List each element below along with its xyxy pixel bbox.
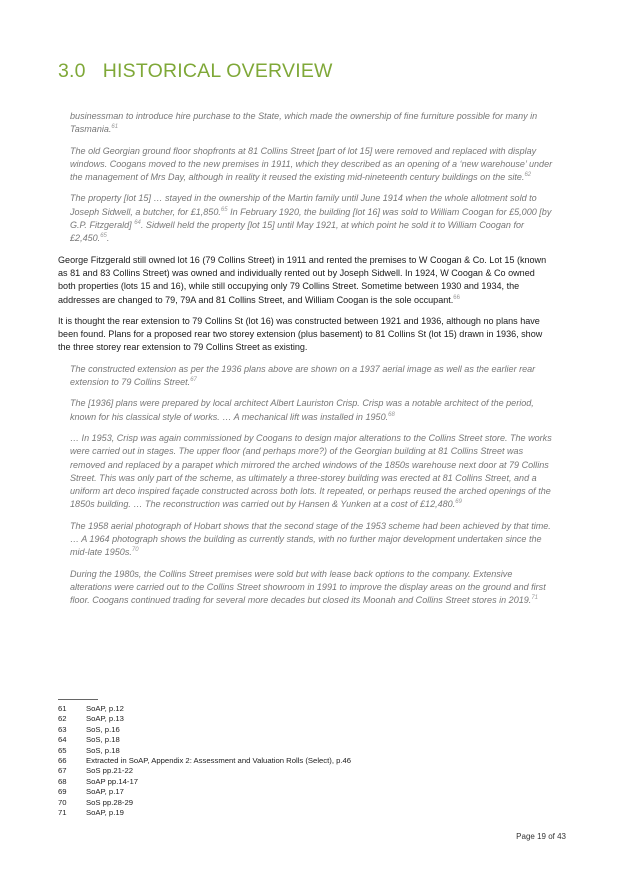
footnotes-list: [58, 704, 538, 818]
footnote-number: 67: [58, 766, 67, 776]
footnote-number: 68: [58, 776, 67, 786]
footnote-text: SoAP pp.14-17: [86, 776, 139, 786]
paragraph-text: The [1936] plans were prepared by local architect Albert Lauriston Crisp. Crisp was a notable architect of the period, known for his classical style of works. … A mechanical lift was installed in 1950.: [70, 398, 534, 422]
footnote-ref: 66: [453, 294, 460, 301]
footnote-number: 71: [58, 808, 67, 818]
footnote-divider: [58, 699, 98, 700]
footnote-item: [58, 704, 538, 714]
quote-paragraph-3: [70, 192, 554, 245]
footnote-number: 69: [58, 787, 67, 797]
footnote-text: SoAP, p.17: [86, 787, 124, 797]
footnote-ref: 65: [100, 233, 107, 240]
quote-paragraph-6: [70, 432, 554, 512]
footnote-number: 64: [58, 735, 67, 745]
paragraph-text: In February 1920, the building [lot 16] was sold to William Coogan for £5,000 [by G.P. Fitzgerald]: [70, 206, 552, 231]
page-number: Page 19 of 43: [516, 832, 566, 841]
main-content: [58, 110, 554, 616]
section-number: 3.0: [58, 60, 86, 82]
quote-paragraph-8: [70, 568, 554, 608]
footnote-ref: 68: [388, 411, 395, 418]
section-heading: [58, 60, 333, 83]
footnote-ref: 64: [134, 220, 141, 227]
footnote-item: [58, 787, 538, 797]
footnote-text: SoAP, p.19: [86, 808, 124, 818]
paragraph-text: The old Georgian ground floor shopfronts at 81 Collins Street [part of lot 15] were removed and replaced with display windows. Coogans moved to the new premises in 1911, which they described as an opening of a ‘new warehouse’ under the management of Mrs Day, although in reality it reused the existing mid-nineteenth century buildings on the site.: [70, 145, 553, 183]
quote-paragraph-5: [70, 397, 554, 424]
footnote-ref: 65: [220, 206, 228, 213]
footnote-text: SoS, p.16: [86, 724, 120, 734]
footnote-item: [58, 777, 538, 787]
footnote-number: 66: [58, 756, 67, 766]
footnote-item: [58, 735, 538, 745]
footnote-ref: 62: [524, 172, 532, 179]
footnote-ref: 61: [111, 124, 119, 131]
footnote-item: [58, 725, 538, 735]
footnote-number: 70: [58, 797, 67, 807]
footnote-text: SoS pp.21-22: [86, 766, 134, 776]
footnote-number: 65: [58, 745, 67, 755]
footnote-text: SoS pp.28-29: [86, 797, 134, 807]
footnote-ref: 71: [531, 595, 539, 602]
body-paragraph-2: [58, 315, 554, 355]
paragraph-text: During the 1980s, the Collins Street premises were sold but with lease back options to the company. Extensive alterations were carried out to the Collins Street showroom in 1991 to improve the display areas on the ground and first floor. Coogans continued trading for several more decades but closed its Moonah and Collins Street stores in 2019.: [70, 568, 546, 606]
quote-paragraph-2: [70, 145, 554, 185]
footnote-ref: 69: [455, 499, 462, 506]
paragraph-text: It is thought the rear extension to 79 Collins St (lot 16) was constructed between 1921 and 1936, although no plans have been found. Plans for a proposed rear two storey extension (plus basement) to 81 Collins St (lot 15) drawn in 1936, show the three storey rear extension to 79 Collins Street as existing.: [58, 315, 543, 353]
footnote-text: Extracted in SoAP, Appendix 2: Assessment and Valuation Rolls (Select), p.46: [86, 756, 352, 766]
footnote-text: SoAP, p.13: [86, 714, 124, 724]
paragraph-text: … In 1953, Crisp was again commissioned by Coogans to design major alterations to the Collins Street store. The works were carried out in stages. The upper floor (and perhaps more?) of the Georgian building at 81 Collins Street was removed and replaced by a parapet which mirrored the arched windows of the 1850s warehouse next door at 79 Collins Street. This was only part of the scheme, as ultimately a three-storey building was erected at 81 Collins Street, and a uniform art deco inspired façade constructed across both lots. It repeated, or perhaps reused the arched openings of the 1850s building. … The reconstruction was carried out by Hansen & Yunken at a cost of £12,480.: [70, 432, 552, 510]
paragraph-text: . Sidwell held the property [lot 15] until May 1921, at which point he sold it to William Coogan for £2,450.: [70, 220, 524, 244]
footnote-item: [58, 756, 538, 766]
paragraph-text: The property [lot 15] … stayed in the ownership of the Martin family until June 1914 when the whole allotment sold to Joseph Sidwell, a butcher, for £1,850.: [70, 193, 537, 217]
footnote-item: [58, 798, 538, 808]
footnote-text: SoS, p.18: [86, 735, 120, 745]
footnote-item: [58, 714, 538, 724]
footnote-ref: 67: [190, 377, 197, 384]
footnote-ref: 70: [131, 547, 139, 554]
paragraph-text: The constructed extension as per the 1936 plans above are shown on a 1937 aerial image as well as the earlier rear extension to 79 Collins Street.: [70, 363, 536, 388]
paragraph-text: businessman to introduce hire purchase to the State, which made the ownership of fine furniture possible for many in Tasmania.: [70, 111, 538, 135]
quote-paragraph-4: [70, 363, 554, 390]
footnote-number: 62: [58, 714, 67, 724]
footnote-item: [58, 766, 538, 776]
paragraph-text: George Fitzgerald still owned lot 16 (79 Collins Street) in 1911 and rented the premises to W Coogan & Co. Lot 15 (known as 81 and 83 Collins Street) was owned and individually rented out by Joseph Sidwell. In 1924, W Coogan & Co owned both properties (lots 15 and 16), while still occupying only 79 Collins Street. Sometime between 1930 and 1934, the addresses are changed to 79, 79A and 81 Collins Street, and William Coogan is the sole occupant.: [58, 254, 547, 305]
footnote-item: [58, 746, 538, 756]
paragraph-text: .: [106, 233, 110, 244]
footnote-text: SoS, p.18: [86, 745, 120, 755]
footnote-number: 63: [58, 724, 67, 734]
paragraph-text: The 1958 aerial photograph of Hobart shows that the second stage of the 1953 scheme had been achieved by that time. … A 1964 photograph shows the building as currently stands, with no further major development undertaken since the mid-late 1950s.: [70, 520, 551, 558]
quote-paragraph-7: [70, 520, 554, 560]
section-title: HISTORICAL OVERVIEW: [102, 60, 333, 82]
footnote-text: SoAP, p.12: [86, 704, 124, 713]
footnote-item: [58, 808, 538, 818]
body-paragraph-1: [58, 254, 554, 307]
footnote-number: 61: [58, 704, 67, 713]
quote-paragraph-1: [70, 110, 554, 137]
